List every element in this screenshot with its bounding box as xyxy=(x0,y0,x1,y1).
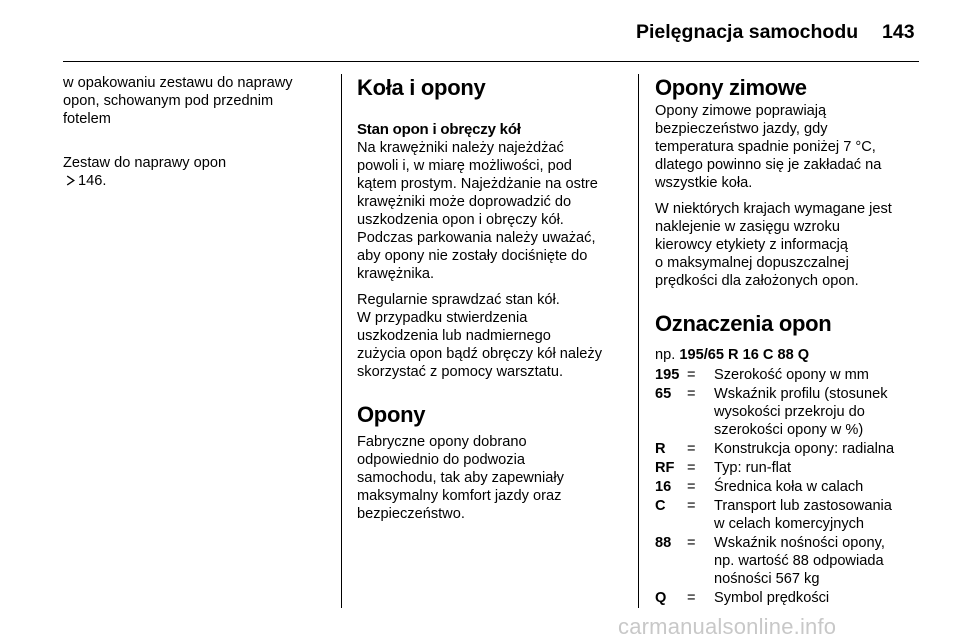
page-number: 143 xyxy=(882,21,915,43)
designation-code: RF xyxy=(655,460,675,476)
reference-text: Zestaw do naprawy opon xyxy=(63,155,227,171)
designation-example xyxy=(655,346,923,364)
example-prefix: np. xyxy=(655,347,676,363)
designation-description: Transport lub zastosowania w celach komercyjnych xyxy=(714,498,892,532)
column-3 xyxy=(655,74,923,608)
designation-code: 65 xyxy=(655,386,672,402)
designation-code: C xyxy=(655,498,666,514)
designation-row xyxy=(655,385,923,439)
designation-equals: = xyxy=(687,367,696,383)
designation-table xyxy=(655,366,923,607)
designation-code: 88 xyxy=(655,535,672,551)
designation-equals: = xyxy=(687,441,696,457)
section-heading-winter-tyres: Opony zimowe xyxy=(655,75,807,100)
designation-row xyxy=(655,589,923,607)
page-reference-arrow-icon xyxy=(65,175,76,186)
example-code: 195/65 R 16 C 88 Q xyxy=(679,347,810,363)
designation-description: Symbol prędkości xyxy=(714,590,830,606)
designation-description: Średnica koła w calach xyxy=(714,479,864,495)
designation-equals: = xyxy=(687,479,696,495)
body-paragraph: Fabryczne opony dobrano odpowiednio do podwozia samochodu, tak aby zapewniały maksymalny komfort jazdy oraz bezpieczeństwo. xyxy=(357,434,564,522)
designation-code: Q xyxy=(655,590,667,606)
section-heading-wheels-tyres: Koła i opony xyxy=(357,75,486,100)
section-heading-tyres: Opony xyxy=(357,402,426,427)
designation-description: Wskaźnik nośności opony, np. wartość 88 odpowiada nośności 567 kg xyxy=(714,535,885,587)
designation-equals: = xyxy=(687,535,696,551)
designation-row xyxy=(655,534,923,588)
body-paragraph: Regularnie sprawdzać stan kół. W przypadku stwierdzenia uszkodzenia lub nadmiernego zużycia opon bądź obręczy kół należy skorzystać z pomocy warsztatu. xyxy=(357,292,602,380)
watermark: carmanualsonline.info xyxy=(618,614,837,639)
column-1 xyxy=(63,74,333,198)
designation-description: Szerokość opony w mm xyxy=(714,367,869,383)
section-heading-tyre-designations: Oznaczenia opon xyxy=(655,311,832,336)
designation-description: Konstrukcja opony: radialna xyxy=(714,441,895,457)
designation-equals: = xyxy=(687,460,696,476)
designation-row xyxy=(655,440,923,458)
column-divider-1 xyxy=(341,74,342,608)
body-paragraph: w opakowaniu zestawu do naprawy opon, schowanym pod przednim fotelem xyxy=(63,75,293,127)
designation-equals: = xyxy=(687,590,696,606)
designation-row xyxy=(655,478,923,496)
designation-row xyxy=(655,366,923,384)
designation-description: Wskaźnik profilu (stosunek wysokości przekroju do szerokości opony w %) xyxy=(714,386,888,438)
column-divider-2 xyxy=(638,74,639,608)
body-paragraph: Na krawężniki należy najeżdżać powoli i, w miarę możliwości, pod kątem prostym. Najeżdżanie na ostre krawężniki może doprowadzić do uszkodzenia opon i obręczy kół. Podczas parkowania należy uważać, aby opony nie zostały dociśnięte do krawężnika. xyxy=(357,140,598,282)
designation-code: 16 xyxy=(655,479,672,495)
designation-description: Typ: run-flat xyxy=(714,460,792,476)
cross-reference-paragraph xyxy=(63,136,333,190)
page-header-title: Pielęgnacja samochodu xyxy=(636,21,859,43)
designation-equals: = xyxy=(687,498,696,514)
designation-equals: = xyxy=(687,386,696,402)
designation-code: R xyxy=(655,441,666,457)
designation-code: 195 xyxy=(655,367,680,383)
body-paragraph: W niektórych krajach wymagane jest naklejenie w zasięgu wzroku kierowcy etykiety z informacją o maksymalnej dopuszczalnej prędkości dla założonych opon. xyxy=(655,201,892,289)
body-paragraph: Opony zimowe poprawiają bezpieczeństwo jazdy, gdy temperatura spadnie poniżej 7 °C, dlatego powinno się je zakładać na wszystkie koła. xyxy=(655,103,882,191)
column-2 xyxy=(357,74,625,531)
designation-row xyxy=(655,497,923,533)
header-divider xyxy=(63,61,919,62)
reference-page-link[interactable]: 146. xyxy=(78,173,107,189)
designation-row xyxy=(655,459,923,477)
subsection-heading-condition: Stan opon i obręczy kół xyxy=(357,121,521,138)
